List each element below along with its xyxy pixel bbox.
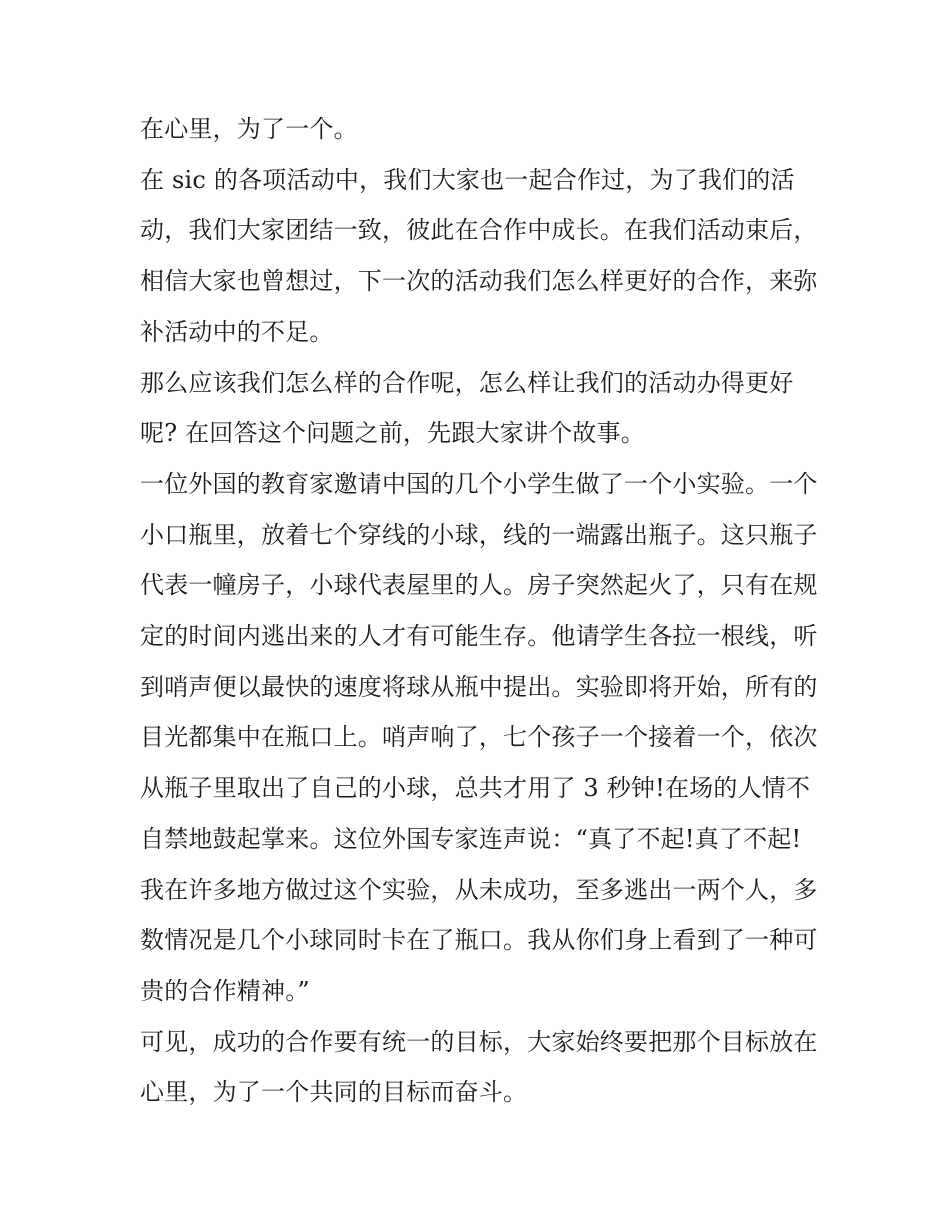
- paragraph-1: 在心里，为了一个。: [140, 115, 358, 143]
- paragraph-4: 一位外国的教育家邀请中国的几个小学生做了一个小实验。一个小口瓶里，放着七个穿线的小球，线的一端露出瓶子。这只瓶子代表一幢房子，小球代表屋里的人。房子突然起火了，只有在规定的时间内逃出来的人才有可能生存。他请学生各拉一根线，听到哨声便以最快的速度将球从瓶中提出。实验即将开始，所有的目光都集中在瓶口上。哨声响了，七个孩子一个接着一个，依次从瓶子里取出了自己的小球，总共才用了 3 秒钟!在场的人情不自禁地鼓起掌来。这位外国专家连声说：“真了不起!真了不起!我在许多地方做过这个实验，从未成功，至多逃出一两个人，多数情况是几个小球同时卡在了瓶口。我从你们身上看到了一种可贵的合作精神。”: [140, 469, 818, 1005]
- paragraph-2: 在 sic 的各项活动中，我们大家也一起合作过，为了我们的活动，我们大家团结一致，彼此在合作中成长。在我们活动束后，相信大家也曾想过，下一次的活动我们怎么样更好的合作，来弥补活动中的不足。: [140, 165, 818, 346]
- document-body: [140, 104, 820, 1118]
- paragraph-3: 那么应该我们怎么样的合作呢，怎么样让我们的活动办得更好呢? 在回答这个问题之前，先跟大家讲个故事。: [140, 368, 794, 448]
- paragraph-5: 可见，成功的合作要有统一的目标，大家始终要把那个目标放在心里，为了一个共同的目标而奋斗。: [140, 1027, 818, 1107]
